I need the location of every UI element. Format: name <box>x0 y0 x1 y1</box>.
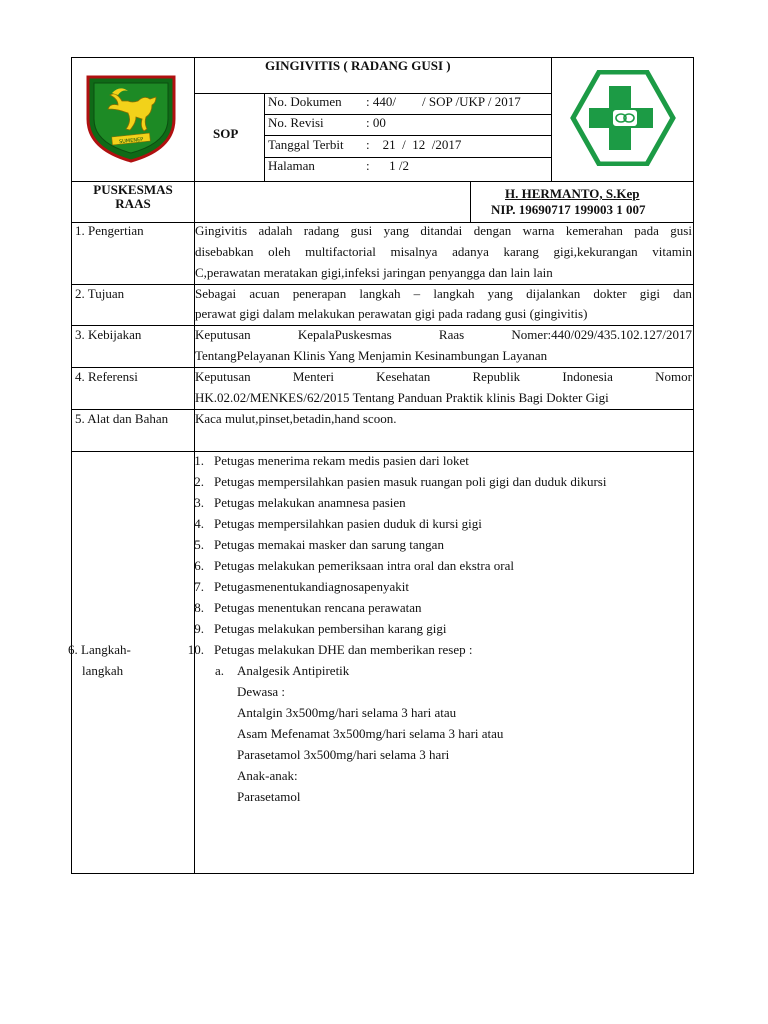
word: Keputusan <box>195 369 251 384</box>
step-number: 7. <box>194 579 204 594</box>
row-label-kebijakan: 3. Kebijakan <box>75 327 142 342</box>
signer-name: H. HERMANTO, S.Kep <box>505 186 640 201</box>
word: – <box>413 286 421 301</box>
word: Republik <box>472 369 521 384</box>
word: langkah <box>433 286 475 301</box>
word: Kesehatan <box>376 369 431 384</box>
sub-marker: a. <box>215 663 225 678</box>
row-label-alat: 5. Alat dan Bahan <box>75 411 169 426</box>
sub-line-anak: Anak-anak: <box>237 768 298 783</box>
pengertian-line-2 <box>195 244 692 260</box>
puskesmas-logo <box>569 70 677 166</box>
word: adalah <box>258 223 293 238</box>
sub-title: Analgesik Antipiretik <box>237 663 350 678</box>
step-number: 2. <box>194 474 204 489</box>
word: Raas <box>438 327 465 342</box>
row-line-3 <box>71 325 694 326</box>
word: Nomer:440/029/435.102.127/2017 <box>511 327 692 342</box>
word: vitamin <box>652 244 692 259</box>
sop-label: SOP <box>213 126 239 141</box>
step-number: 5. <box>194 537 204 552</box>
halaman-value: : 1 /2 <box>366 158 409 173</box>
word: dengan <box>473 223 512 238</box>
row-line-4 <box>71 367 694 368</box>
word: misalnya <box>390 244 438 259</box>
signature-divider <box>470 181 471 222</box>
word: ditandai <box>420 223 463 238</box>
step-number: 6. <box>194 558 204 573</box>
puskesmas-name-line1: PUSKESMAS <box>93 182 173 197</box>
row-line-2 <box>71 284 694 285</box>
logo-right-divider <box>551 57 552 181</box>
word: dan <box>673 286 692 301</box>
word: gusi <box>670 223 692 238</box>
step-number: 1. <box>194 453 204 468</box>
puskesmas-name-line2: RAAS <box>115 196 151 211</box>
tujuan-line-1 <box>195 286 692 302</box>
sub-line-parasetamol-dewasa: Parasetamol 3x500mg/hari selama 3 hari <box>237 747 450 762</box>
referensi-line-2: HK.02.02/MENKES/62/2015 Tentang Panduan Praktik klinis Bagi Dokter Gigi <box>195 390 609 405</box>
word: warna <box>522 223 555 238</box>
step-text: Petugas melakukan pembersihan karang gigi <box>214 621 447 636</box>
pengertian-line-1 <box>195 223 692 239</box>
word: oleh <box>268 244 291 259</box>
referensi-line-1 <box>195 369 692 385</box>
word: adanya <box>452 244 489 259</box>
word: yang <box>487 286 513 301</box>
sop-divider <box>264 93 265 181</box>
revisi-value: : 00 <box>366 115 386 130</box>
step-number: 8. <box>194 600 204 615</box>
word: karang <box>503 244 539 259</box>
logo-banner-text: SUMENEP <box>118 136 144 146</box>
step-number: 4. <box>194 516 204 531</box>
table-border-bottom <box>71 873 694 874</box>
kebijakan-line-1 <box>195 327 692 343</box>
word: multifactorial <box>305 244 376 259</box>
step-text: Petugas menentukan rencana perawatan <box>214 600 422 615</box>
word: Menteri <box>292 369 334 384</box>
word: penerapan <box>292 286 347 301</box>
kebijakan-line-2: TentangPelayanan Klinis Yang Menjamin Kesinambungan Layanan <box>195 348 548 363</box>
pengertian-line-3: C,perawatan meratakan gigi,infeksi jaringan penyangga dan lain lain <box>195 265 553 280</box>
step-number: 9. <box>194 621 204 636</box>
sub-line-parasetamol-anak: Parasetamol <box>237 789 301 804</box>
step-text: Petugas mempersilahkan pasien masuk ruangan poli gigi dan duduk dikursi <box>214 474 607 489</box>
word: kemerahan <box>565 223 623 238</box>
step-number: 10. <box>187 642 204 657</box>
word: Keputusan <box>195 327 251 342</box>
revisi-label: No. Revisi <box>268 115 324 130</box>
terbit-label: Tanggal Terbit <box>268 137 344 152</box>
word: yang <box>383 223 409 238</box>
word: dijalankan <box>526 286 581 301</box>
word: Gingivitis <box>195 223 248 238</box>
sub-line-dewasa: Dewasa : <box>237 684 286 699</box>
word: langkah <box>359 286 401 301</box>
table-border-right <box>693 57 694 874</box>
tujuan-line-2: perawat gigi dalam melakukan perawatan gigi pada radang gusi (gingivitis) <box>195 306 588 321</box>
step-text: Petugas memakai masker dan sarung tangan <box>214 537 444 552</box>
step-text: Petugas menerima rekam medis pasien dari loket <box>214 453 469 468</box>
step-text: Petugas melakukan pemeriksaan intra oral dan ekstra oral <box>214 558 514 573</box>
step-text: Petugas melakukan DHE dan memberikan resep : <box>214 642 473 657</box>
document-title: GINGIVITIS ( RADANG GUSI ) <box>265 58 451 73</box>
word: dokter <box>593 286 627 301</box>
step-number: 3. <box>194 495 204 510</box>
word: gigi <box>639 286 660 301</box>
alat-text: Kaca mulut,pinset,betadin,hand scoon. <box>195 411 397 426</box>
sub-line-antalgin: Antalgin 3x500mg/hari selama 3 hari atau <box>237 705 457 720</box>
word: gusi <box>350 223 373 238</box>
step-text: Petugas melakukan anamnesa pasien <box>214 495 406 510</box>
table-border-left <box>71 57 72 874</box>
row-line-6 <box>71 451 694 452</box>
word: Nomor <box>655 369 692 384</box>
doc-no-label: No. Dokumen <box>268 94 342 109</box>
sub-line-asam-mefenamat: Asam Mefenamat 3x500mg/hari selama 3 hari atau <box>237 726 504 741</box>
signer-nip: NIP. 19690717 199003 1 007 <box>491 202 646 217</box>
word: gigi,kekurangan <box>553 244 638 259</box>
word: pada <box>634 223 659 238</box>
regency-logo <box>82 73 180 163</box>
terbit-value: : 21 / 12 /2017 <box>366 137 462 152</box>
doc-no-value: : 440/ / SOP /UKP / 2017 <box>366 94 521 109</box>
word: Indonesia <box>562 369 613 384</box>
halaman-label: Halaman <box>268 158 315 173</box>
row-label-langkah-line2: langkah <box>82 663 124 678</box>
word: KepalaPuskesmas <box>297 327 392 342</box>
step-text: Petugasmenentukandiagnosapenyakit <box>214 579 409 594</box>
word: acuan <box>249 286 280 301</box>
row-label-referensi: 4. Referensi <box>75 369 138 384</box>
word: Sebagai <box>195 286 237 301</box>
word: radang <box>303 223 340 238</box>
revisi-bottom-line <box>264 135 551 136</box>
row-label-langkah-line1: 6. Langkah- <box>68 642 131 657</box>
word: disebabkan <box>195 244 254 259</box>
row-label-pengertian: 1. Pengertian <box>75 223 144 238</box>
row-line-5 <box>71 409 694 410</box>
step-text: Petugas mempersilahkan pasien duduk di kursi gigi <box>214 516 482 531</box>
row-label-tujuan: 2. Tujuan <box>75 286 125 301</box>
